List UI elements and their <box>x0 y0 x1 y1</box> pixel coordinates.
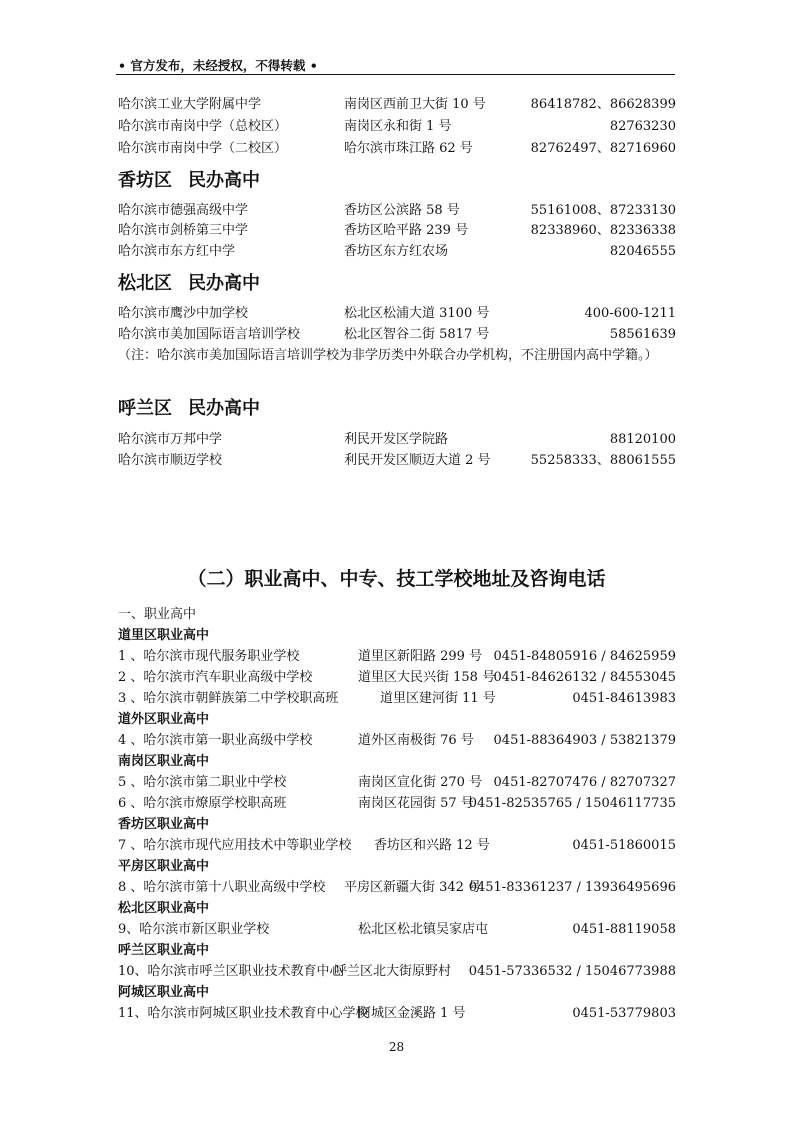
page-number: 28 <box>388 1040 405 1054</box>
school-row <box>118 202 676 220</box>
district-heading: 道外区职业高中 <box>118 712 210 727</box>
school-address: 松北区松北镇吴家店屯 <box>358 922 489 937</box>
district-heading: 平房区职业高中 <box>118 859 210 874</box>
school-phone: 86418782、86628399 <box>530 97 676 112</box>
school-phone: 0451-83361237 / 13936495696 <box>468 880 676 895</box>
section-note: （注：哈尔滨市美加国际语言培训学校为非学历类中外联合办学机构，不注册国内高中学籍。） <box>118 348 658 363</box>
vocational-item <box>118 921 676 939</box>
vocational-category: 一、职业高中 <box>118 607 197 622</box>
vocational-item <box>118 795 676 813</box>
section-district: 松北区 <box>118 273 172 294</box>
school-address: 道里区新阳路 299 号 <box>358 649 483 664</box>
school-row <box>118 222 676 240</box>
school-phone: 0451-82535765 / 15046117735 <box>468 796 676 811</box>
vocational-item <box>118 1005 676 1023</box>
school-phone: 82762497、82716960 <box>530 141 676 156</box>
school-name: 7 、哈尔滨市现代应用技术中等职业学校 <box>118 838 352 853</box>
school-name: 哈尔滨市万邦中学 <box>118 432 223 447</box>
school-name: 6 、哈尔滨市燎原学校职高班 <box>118 796 287 811</box>
header-rule <box>116 74 675 75</box>
vocational-item <box>118 837 676 855</box>
school-address: 南岗区宣化街 270 号 <box>358 775 483 790</box>
school-address: 松北区松浦大道 3100 号 <box>344 306 490 321</box>
school-name: 5 、哈尔滨市第二职业中学校 <box>118 775 287 790</box>
vocational-item <box>118 648 676 666</box>
district-heading: 香坊区职业高中 <box>118 817 210 832</box>
school-phone: 82338960、82336338 <box>530 223 676 238</box>
vocational-item <box>118 690 676 708</box>
school-row <box>118 452 676 470</box>
school-name: 哈尔滨工业大学附属中学 <box>118 97 262 112</box>
vocational-item <box>118 669 676 687</box>
school-name: 哈尔滨市顺迈学校 <box>118 453 223 468</box>
school-name: 哈尔滨市美加国际语言培训学校 <box>118 327 301 342</box>
school-phone: 0451-51860015 <box>572 838 676 853</box>
school-address: 南岗区花园街 57 号 <box>358 796 474 811</box>
school-name: 哈尔滨市剑桥第三中学 <box>118 223 249 238</box>
school-name: 4 、哈尔滨市第一职业高级中学校 <box>118 733 313 748</box>
school-phone: 58561639 <box>609 327 676 342</box>
district-heading: 道里区职业高中 <box>118 628 210 643</box>
section-district: 香坊区 <box>118 170 172 191</box>
school-name: 哈尔滨市东方红中学 <box>118 244 236 259</box>
school-address: 香坊区东方红农场 <box>344 244 449 259</box>
school-phone: 0451-84805916 / 84625959 <box>493 649 676 664</box>
school-phone: 0451-84626132 / 84553045 <box>493 670 676 685</box>
school-address: 道里区建河街 11 号 <box>380 691 496 706</box>
school-address: 哈尔滨市珠江路 62 号 <box>344 141 473 156</box>
section-heading <box>118 170 260 192</box>
school-name: 11、哈尔滨市阿城区职业技术教育中心学校 <box>118 1006 369 1021</box>
school-name: 哈尔滨市德强高级中学 <box>118 203 249 218</box>
section-type: 民办高中 <box>188 398 260 419</box>
vocational-item <box>118 879 676 897</box>
school-row <box>118 326 676 344</box>
district-heading: 呼兰区职业高中 <box>118 943 210 958</box>
school-address: 南岗区永和街 1 号 <box>344 119 452 134</box>
school-phone: 55161008、87233130 <box>530 203 676 218</box>
school-row <box>118 305 676 323</box>
school-address: 道外区南极街 76 号 <box>358 733 474 748</box>
school-phone: 0451-88364903 / 53821379 <box>493 733 676 748</box>
school-row <box>118 96 676 114</box>
section-type: 民办高中 <box>188 273 260 294</box>
school-name: 9、哈尔滨市新区职业学校 <box>118 922 270 937</box>
school-phone: 0451-88119058 <box>572 922 676 937</box>
section-type: 民办高中 <box>188 170 260 191</box>
school-address: 松北区智谷二街 5817 号 <box>344 327 490 342</box>
vocational-title: （二）职业高中、中专、技工学校地址及咨询电话 <box>187 568 606 590</box>
school-address: 香坊区哈平路 239 号 <box>344 223 469 238</box>
page-header: • 官方发布，未经授权，不得转载 • <box>118 58 318 73</box>
school-name: 哈尔滨市鹰沙中加学校 <box>118 306 249 321</box>
school-row <box>118 243 676 261</box>
school-phone: 0451-53779803 <box>572 1006 676 1021</box>
school-address: 利民开发区顺迈大道 2 号 <box>344 453 491 468</box>
school-address: 香坊区和兴路 12 号 <box>374 838 490 853</box>
district-heading: 阿城区职业高中 <box>118 985 210 1000</box>
school-name: 10、哈尔滨市呼兰区职业技术教育中心 <box>118 964 343 979</box>
school-row <box>118 118 676 136</box>
section-heading <box>118 273 260 295</box>
school-row <box>118 431 676 449</box>
school-phone: 0451-84613983 <box>572 691 676 706</box>
school-address: 利民开发区学院路 <box>344 432 449 447</box>
school-name: 2 、哈尔滨市汽车职业高级中学校 <box>118 670 313 685</box>
vocational-item <box>118 732 676 750</box>
school-phone: 82763230 <box>609 119 676 134</box>
school-name: 3 、哈尔滨市朝鲜族第二中学校职高班 <box>118 691 339 706</box>
section-heading <box>118 398 260 420</box>
school-phone: 0451-57336532 / 15046773988 <box>468 964 676 979</box>
district-heading: 南岗区职业高中 <box>118 754 210 769</box>
school-address: 南岗区西前卫大街 10 号 <box>344 97 486 112</box>
vocational-item <box>118 774 676 792</box>
school-address: 香坊区公滨路 58 号 <box>344 203 460 218</box>
school-name: 1 、哈尔滨市现代服务职业学校 <box>118 649 300 664</box>
school-phone: 0451-82707476 / 82707327 <box>493 775 676 790</box>
school-row <box>118 140 676 158</box>
district-heading: 松北区职业高中 <box>118 901 210 916</box>
school-address: 呼兰区北大街原野村 <box>334 964 452 979</box>
school-phone: 88120100 <box>609 432 676 447</box>
vocational-item <box>118 963 676 981</box>
school-address: 道里区大民兴街 158 号 <box>358 670 496 685</box>
school-name: 哈尔滨市南岗中学（二校区） <box>118 141 288 156</box>
school-name: 8 、哈尔滨市第十八职业高级中学校 <box>118 880 326 895</box>
school-address: 阿城区金溪路 1 号 <box>358 1006 466 1021</box>
school-phone: 55258333、88061555 <box>530 453 676 468</box>
school-address: 平房区新疆大街 342 号 <box>344 880 482 895</box>
school-phone: 82046555 <box>609 244 676 259</box>
section-district: 呼兰区 <box>118 398 172 419</box>
school-name: 哈尔滨市南岗中学（总校区） <box>118 119 288 134</box>
school-phone: 400-600-1211 <box>584 306 676 321</box>
